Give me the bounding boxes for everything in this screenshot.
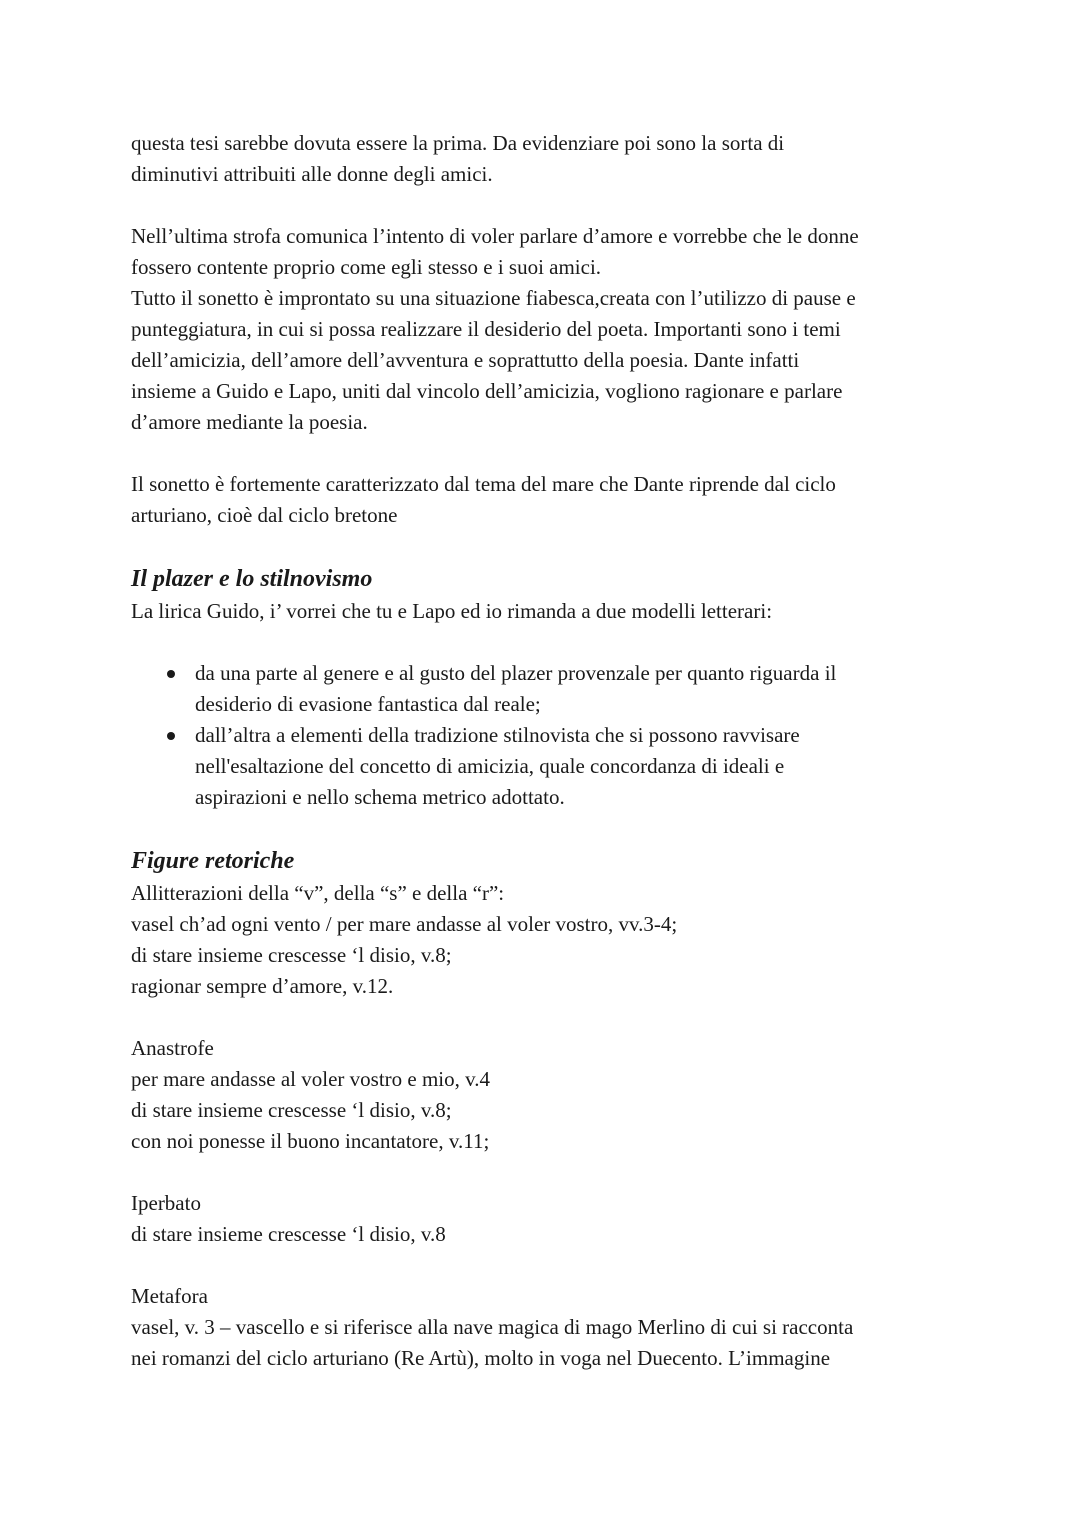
text-line: fossero contente proprio come egli stesso e i suoi amici. xyxy=(131,255,602,279)
section-intro: La lirica Guido, i’ vorrei che tu e Lapo ed io rimanda a due modelli letterari: xyxy=(131,599,773,623)
metafora-block xyxy=(131,1281,961,1374)
paragraph-gap xyxy=(131,438,961,469)
text-line: vasel, v. 3 – vascello e si riferisce alla nave magica di mago Merlino di cui si racconta xyxy=(131,1315,854,1339)
text-line: con noi ponesse il buono incantatore, v.11; xyxy=(131,1129,490,1153)
text-line: insieme a Guido e Lapo, uniti dal vincolo dell’amicizia, vogliono ragionare e parlare xyxy=(131,379,843,403)
document-page xyxy=(131,128,961,1374)
text-line: di stare insieme crescesse ‘l disio, v.8; xyxy=(131,943,452,967)
section-figure-retoriche xyxy=(131,845,961,1374)
text-line: diminutivi attribuiti alle donne degli amici. xyxy=(131,162,493,186)
text-line: dall’altra a elementi della tradizione stilnovista che si possono ravvisare xyxy=(195,723,800,747)
text-line: di stare insieme crescesse ‘l disio, v.8; xyxy=(131,1098,452,1122)
text-line: Il sonetto è fortemente caratterizzato dal tema del mare che Dante riprende dal ciclo xyxy=(131,472,836,496)
paragraph-gap xyxy=(131,627,961,658)
bullet-list xyxy=(131,658,961,813)
figure-title: Anastrofe xyxy=(131,1036,214,1060)
alliterazioni-block xyxy=(131,878,961,1002)
list-item xyxy=(131,658,961,720)
text-line: Tutto il sonetto è improntato su una situazione fiabesca,creata con l’utilizzo di pause e xyxy=(131,286,856,310)
text-line: d’amore mediante la poesia. xyxy=(131,410,368,434)
anastrofe-block xyxy=(131,1033,961,1157)
paragraph-gap xyxy=(131,1250,961,1281)
figure-title: Allitterazioni della “v”, della “s” e della “r”: xyxy=(131,881,505,905)
list-item xyxy=(131,720,961,813)
iperbato-block xyxy=(131,1188,961,1250)
text-line: desiderio di evasione fantastica dal reale; xyxy=(195,692,541,716)
bullet-icon xyxy=(167,670,175,678)
text-line: aspirazioni e nello schema metrico adottato. xyxy=(195,785,565,809)
text-line: punteggiatura, in cui si possa realizzare il desiderio del poeta. Importanti sono i temi xyxy=(131,317,841,341)
text-line: per mare andasse al voler vostro e mio, v.4 xyxy=(131,1067,491,1091)
paragraph-gap xyxy=(131,1157,961,1188)
text-line: vasel ch’ad ogni vento / per mare andasse al voler vostro, vv.3-4; xyxy=(131,912,678,936)
intro-paragraph xyxy=(131,128,961,190)
paragraph-gap xyxy=(131,813,961,844)
text-line: ragionar sempre d’amore, v.12. xyxy=(131,974,394,998)
text-line: arturiano, cioè dal ciclo bretone xyxy=(131,503,398,527)
text-line: di stare insieme crescesse ‘l disio, v.8 xyxy=(131,1222,446,1246)
section-heading: Figure retoriche xyxy=(131,848,295,874)
paragraph-gap xyxy=(131,190,961,221)
text-line: nell'esaltazione del concetto di amicizia, quale concordanza di ideali e xyxy=(195,754,785,778)
figure-title: Iperbato xyxy=(131,1191,201,1215)
bullet-icon xyxy=(167,732,175,740)
sea-theme-paragraph xyxy=(131,469,961,531)
paragraph-gap xyxy=(131,531,961,562)
last-strophe-paragraph xyxy=(131,221,961,438)
text-line: questa tesi sarebbe dovuta essere la prima. Da evidenziare poi sono la sorta di xyxy=(131,131,785,155)
section-plazer xyxy=(131,563,961,813)
figure-title: Metafora xyxy=(131,1284,208,1308)
text-line: Nell’ultima strofa comunica l’intento di voler parlare d’amore e vorrebbe che le donne xyxy=(131,224,859,248)
section-heading: Il plazer e lo stilnovismo xyxy=(131,566,373,592)
text-line: dell’amicizia, dell’amore dell’avventura e soprattutto della poesia. Dante infatti xyxy=(131,348,800,372)
text-line: da una parte al genere e al gusto del plazer provenzale per quanto riguarda il xyxy=(195,661,837,685)
paragraph-gap xyxy=(131,1002,961,1033)
text-line: nei romanzi del ciclo arturiano (Re Artù), molto in voga nel Duecento. L’immagine xyxy=(131,1346,831,1370)
